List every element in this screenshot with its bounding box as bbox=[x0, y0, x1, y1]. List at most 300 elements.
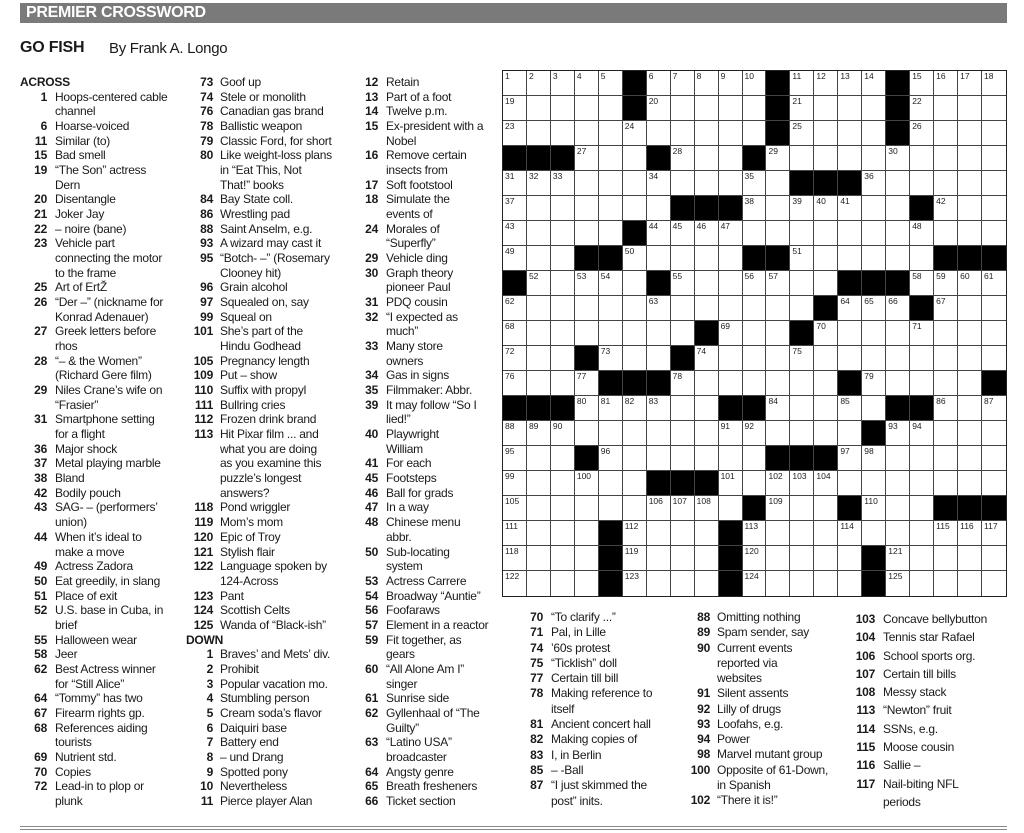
clue-number: 15 bbox=[365, 119, 378, 134]
grid-cell bbox=[575, 71, 599, 96]
grid-cell bbox=[623, 446, 647, 471]
clue-number: 71 bbox=[530, 625, 543, 640]
bottom-rule-2 bbox=[20, 829, 1007, 830]
grid-cell bbox=[910, 96, 934, 121]
clue-number: 23 bbox=[34, 236, 47, 251]
grid-cell bbox=[623, 246, 647, 271]
grid-cell bbox=[647, 496, 671, 521]
grid-cell bbox=[934, 146, 958, 171]
grid-cell bbox=[527, 446, 551, 471]
grid-cell bbox=[790, 146, 814, 171]
grid-cell bbox=[743, 371, 767, 396]
clue-number: 22 bbox=[34, 221, 47, 236]
grid-cell bbox=[982, 121, 1006, 146]
grid-cell bbox=[958, 71, 982, 96]
grid-cell bbox=[671, 221, 695, 246]
cell-number: 91 bbox=[720, 421, 731, 431]
clue-text: Many store owners bbox=[386, 339, 443, 368]
grid-cell bbox=[719, 421, 743, 446]
clue-text: Goof up bbox=[220, 75, 261, 89]
grid-cell bbox=[910, 271, 934, 296]
across-clue bbox=[18, 236, 193, 280]
clue-number: 56 bbox=[365, 603, 378, 618]
clue-number: 93 bbox=[697, 716, 710, 731]
grid-cell bbox=[623, 571, 647, 596]
clue-text: Pant bbox=[220, 588, 244, 603]
grid-cell bbox=[719, 146, 743, 171]
down-clue bbox=[360, 574, 500, 589]
cell-number: 69 bbox=[720, 321, 731, 331]
down-clue bbox=[850, 610, 1015, 628]
grid-cell bbox=[575, 221, 599, 246]
grid-cell bbox=[934, 521, 958, 546]
black-square bbox=[575, 346, 599, 371]
cell-number: 49 bbox=[505, 246, 515, 256]
clue-number: 61 bbox=[365, 691, 378, 706]
grid-cell bbox=[695, 396, 719, 421]
grid-cell bbox=[743, 421, 767, 446]
down-clue bbox=[688, 625, 848, 640]
clue-number: 47 bbox=[365, 500, 378, 515]
grid-cell bbox=[503, 371, 527, 396]
clue-text: – noire (bane) bbox=[55, 221, 127, 236]
clue-number: 15 bbox=[34, 148, 47, 163]
grid-cell bbox=[838, 146, 862, 171]
across-clue bbox=[192, 398, 362, 413]
puzzle-title: GO FISH bbox=[20, 39, 85, 56]
grid-cell bbox=[814, 71, 838, 96]
grid-cell bbox=[599, 71, 623, 96]
clue-number: 100 bbox=[690, 762, 710, 777]
cell-number: 119 bbox=[624, 546, 639, 556]
cell-number: 18 bbox=[984, 71, 994, 81]
grid-cell bbox=[910, 421, 934, 446]
clue-number: 50 bbox=[34, 573, 47, 588]
down-clue bbox=[360, 148, 500, 177]
grid-cell bbox=[623, 421, 647, 446]
cell-number: 121 bbox=[888, 546, 903, 556]
clue-text: Grain alcohol bbox=[220, 280, 288, 295]
grid-cell bbox=[766, 221, 790, 246]
clue-text: Art of ErtŽ bbox=[55, 280, 107, 295]
clue-number: 58 bbox=[34, 647, 47, 662]
black-square bbox=[862, 571, 886, 596]
grid-cell bbox=[671, 71, 695, 96]
black-square bbox=[766, 246, 790, 271]
grid-cell bbox=[527, 271, 551, 296]
grid-cell bbox=[886, 196, 910, 221]
clue-text: Canadian gas brand bbox=[220, 104, 324, 119]
grid-cell bbox=[982, 346, 1006, 371]
grid-cell bbox=[814, 96, 838, 121]
black-square bbox=[551, 146, 575, 171]
grid-cell bbox=[982, 296, 1006, 321]
grid-cell bbox=[671, 271, 695, 296]
clue-text: Ex-president with a Nobel bbox=[386, 119, 484, 148]
black-square bbox=[623, 371, 647, 396]
down-clue bbox=[525, 686, 685, 717]
down-clue bbox=[525, 732, 685, 747]
grid-cell bbox=[766, 396, 790, 421]
across-clue bbox=[192, 222, 362, 237]
grid-cell bbox=[551, 96, 575, 121]
across-clue bbox=[192, 295, 362, 310]
cell-number: 117 bbox=[984, 521, 998, 531]
clue-text: Tennis star Rafael bbox=[883, 630, 975, 645]
across-clue bbox=[192, 383, 362, 398]
grid-cell bbox=[647, 221, 671, 246]
grid-cell bbox=[599, 421, 623, 446]
clue-text: – und Drang bbox=[220, 749, 284, 764]
clue-text: Eat greedily, in slang bbox=[55, 573, 161, 588]
across-clue bbox=[18, 574, 193, 589]
grid-cell bbox=[862, 246, 886, 271]
down-clue bbox=[360, 310, 500, 339]
clue-text: Vehicle part connecting the motor to the frame bbox=[55, 236, 163, 280]
down-clue bbox=[525, 625, 685, 640]
clue-number: 52 bbox=[34, 603, 47, 618]
grid-cell bbox=[647, 446, 671, 471]
clue-text: Wrestling pad bbox=[220, 207, 290, 222]
clue-text: Nevertheless bbox=[220, 779, 288, 794]
clue-text: Breath fresheners bbox=[386, 779, 478, 794]
grid-cell bbox=[599, 296, 623, 321]
grid-cell bbox=[790, 396, 814, 421]
clue-number: 78 bbox=[530, 686, 543, 701]
black-square bbox=[910, 396, 934, 421]
grid-cell bbox=[814, 496, 838, 521]
grid-cell bbox=[503, 346, 527, 371]
clue-text: Marvel mutant group bbox=[717, 747, 823, 762]
clue-text: Element in a reactor bbox=[386, 617, 489, 632]
grid-cell bbox=[790, 421, 814, 446]
across-clue bbox=[18, 354, 193, 383]
clue-number: 24 bbox=[365, 221, 378, 236]
clue-number: 31 bbox=[34, 412, 47, 427]
cell-number: 66 bbox=[888, 296, 898, 306]
clue-text: “All Alone Am I” singer bbox=[386, 661, 465, 691]
black-square bbox=[623, 221, 647, 246]
black-square bbox=[575, 446, 599, 471]
clue-text: Braves’ and Mets’ div. bbox=[220, 647, 331, 662]
grid-cell bbox=[551, 546, 575, 571]
grid-cell bbox=[982, 96, 1006, 121]
clue-number: 39 bbox=[365, 397, 378, 412]
grid-cell bbox=[647, 321, 671, 346]
cell-number: 23 bbox=[505, 121, 515, 131]
grid-cell bbox=[886, 571, 910, 596]
grid-cell bbox=[647, 346, 671, 371]
grid-cell bbox=[575, 271, 599, 296]
clue-number: 97 bbox=[200, 295, 213, 310]
grid-cell bbox=[575, 196, 599, 221]
grid-cell bbox=[862, 146, 886, 171]
grid-cell bbox=[982, 71, 1006, 96]
grid-cell bbox=[575, 96, 599, 121]
clue-text: School sports org. bbox=[883, 648, 976, 663]
grid-cell bbox=[623, 346, 647, 371]
clue-text: Morales of “Superfly” bbox=[386, 221, 440, 251]
clue-text: Playwright William bbox=[386, 427, 439, 456]
across-clue bbox=[192, 412, 362, 427]
clue-text: Bay State coll. bbox=[220, 192, 293, 207]
grid-cell bbox=[695, 421, 719, 446]
down-clue bbox=[688, 717, 848, 732]
grid-cell bbox=[910, 346, 934, 371]
clue-text: Fit together, as gears bbox=[386, 632, 462, 662]
across-clue bbox=[18, 647, 193, 662]
cell-number: 72 bbox=[505, 346, 515, 356]
cell-number: 57 bbox=[768, 271, 778, 281]
black-square bbox=[671, 346, 695, 371]
clue-number: 13 bbox=[365, 89, 378, 104]
clue-number: 16 bbox=[365, 148, 378, 163]
black-square bbox=[886, 121, 910, 146]
grid-cell bbox=[695, 246, 719, 271]
grid-cell bbox=[910, 521, 934, 546]
across-clue bbox=[192, 90, 362, 105]
down-clue bbox=[192, 677, 362, 692]
down-clue bbox=[360, 75, 500, 90]
clue-text: Stele or monolith bbox=[220, 89, 306, 104]
grid-cell bbox=[743, 321, 767, 346]
cell-number: 19 bbox=[505, 96, 515, 106]
grid-cell bbox=[695, 71, 719, 96]
cell-number: 22 bbox=[912, 96, 922, 106]
across-clue bbox=[192, 251, 362, 280]
clue-text: SAG- – (performers’ union) bbox=[55, 500, 158, 530]
across-clue bbox=[18, 721, 193, 750]
grid-cell bbox=[551, 71, 575, 96]
grid-cell bbox=[838, 71, 862, 96]
down-clue bbox=[525, 763, 685, 778]
grid-cell bbox=[958, 346, 982, 371]
clue-text: Broadway “Auntie” bbox=[386, 588, 481, 603]
cell-number: 56 bbox=[744, 271, 754, 281]
black-square bbox=[790, 321, 814, 346]
grid-cell bbox=[503, 571, 527, 596]
grid-cell bbox=[719, 296, 743, 321]
grid-cell bbox=[623, 321, 647, 346]
cell-number: 123 bbox=[624, 571, 639, 581]
cell-number: 113 bbox=[744, 521, 759, 531]
grid-cell bbox=[647, 421, 671, 446]
cell-number: 41 bbox=[840, 196, 850, 206]
cell-number: 17 bbox=[960, 71, 970, 81]
clue-text: Foofaraws bbox=[386, 603, 440, 618]
clue-text: Making reference to itself bbox=[551, 686, 653, 716]
grid-cell bbox=[814, 146, 838, 171]
grid-cell bbox=[886, 246, 910, 271]
grid-cell bbox=[862, 321, 886, 346]
clue-text: Pierce player Alan bbox=[220, 793, 313, 808]
grid-cell bbox=[527, 521, 551, 546]
grid-cell bbox=[934, 546, 958, 571]
clue-text: Filmmaker: Abbr. bbox=[386, 383, 473, 398]
grid-cell bbox=[575, 296, 599, 321]
down-clue bbox=[525, 717, 685, 732]
grid-cell bbox=[790, 121, 814, 146]
grid-cell bbox=[790, 246, 814, 271]
grid-cell bbox=[503, 321, 527, 346]
grid-cell bbox=[886, 171, 910, 196]
cell-number: 109 bbox=[768, 496, 783, 506]
grid-cell bbox=[838, 396, 862, 421]
cell-number: 67 bbox=[936, 296, 946, 306]
clue-text: Messy stack bbox=[883, 685, 947, 700]
grid-cell bbox=[719, 71, 743, 96]
down-clue bbox=[688, 732, 848, 747]
clue-text: Hoops-centered cable channel bbox=[55, 89, 168, 119]
clue-number: 37 bbox=[34, 456, 47, 471]
grid-cell bbox=[551, 321, 575, 346]
clue-number: 30 bbox=[365, 265, 378, 280]
grid-cell bbox=[766, 171, 790, 196]
grid-cell bbox=[527, 571, 551, 596]
grid-cell bbox=[886, 546, 910, 571]
down-clue bbox=[360, 618, 500, 633]
clue-text: Sunrise side bbox=[386, 691, 450, 706]
cell-number: 43 bbox=[505, 221, 515, 231]
black-square bbox=[790, 446, 814, 471]
grid-cell bbox=[575, 171, 599, 196]
cell-number: 118 bbox=[505, 546, 519, 556]
grid-cell bbox=[695, 271, 719, 296]
clue-number: 124 bbox=[193, 603, 213, 618]
down-clue bbox=[192, 721, 362, 736]
grid-cell bbox=[958, 396, 982, 421]
grid-cell bbox=[503, 171, 527, 196]
clue-text: Saint Anselm, e.g. bbox=[220, 221, 313, 236]
cell-number: 53 bbox=[576, 271, 587, 281]
clue-number: 67 bbox=[34, 705, 47, 720]
grid-cell bbox=[575, 471, 599, 496]
clue-number: 73 bbox=[200, 75, 213, 89]
black-square bbox=[982, 371, 1006, 396]
clue-text: Language spoken by 124-Across bbox=[220, 559, 327, 588]
across-clue bbox=[192, 618, 362, 633]
grid-cell bbox=[958, 271, 982, 296]
clue-number: 62 bbox=[365, 705, 378, 720]
clue-text: Spam sender, say bbox=[717, 625, 810, 640]
grid-cell bbox=[623, 146, 647, 171]
grid-cell bbox=[934, 421, 958, 446]
grid-cell bbox=[862, 96, 886, 121]
down-clue bbox=[360, 471, 500, 486]
clue-number: 55 bbox=[34, 632, 47, 647]
across-clue bbox=[192, 134, 362, 149]
down-clue bbox=[360, 456, 500, 471]
clue-number: 48 bbox=[365, 515, 378, 530]
grid-cell bbox=[647, 396, 671, 421]
clue-column-5 bbox=[688, 610, 848, 808]
grid-cell bbox=[671, 146, 695, 171]
grid-cell bbox=[814, 546, 838, 571]
black-square bbox=[838, 271, 862, 296]
clue-text: Ticket section bbox=[386, 793, 456, 808]
cell-number: 85 bbox=[840, 396, 850, 406]
grid-cell bbox=[862, 346, 886, 371]
clue-number: 104 bbox=[855, 630, 875, 645]
cell-number: 107 bbox=[672, 496, 687, 506]
down-clue bbox=[360, 735, 500, 764]
cell-number: 38 bbox=[744, 196, 754, 206]
clue-text: Prohibit bbox=[220, 661, 259, 676]
clue-text: ’60s protest bbox=[551, 640, 611, 655]
clue-text: Metal playing marble bbox=[55, 456, 161, 471]
cell-number: 79 bbox=[864, 371, 874, 381]
grid-cell bbox=[743, 296, 767, 321]
grid-cell bbox=[695, 121, 719, 146]
down-clue bbox=[360, 706, 500, 735]
cell-number: 70 bbox=[816, 321, 826, 331]
cell-number: 98 bbox=[864, 446, 874, 456]
grid-cell bbox=[838, 121, 862, 146]
clue-number: 106 bbox=[855, 648, 875, 663]
grid-cell bbox=[527, 546, 551, 571]
grid-cell bbox=[647, 71, 671, 96]
grid-cell bbox=[503, 296, 527, 321]
clue-number: 117 bbox=[856, 776, 875, 791]
grid-cell bbox=[599, 321, 623, 346]
clue-text: Sallie – bbox=[883, 758, 921, 773]
across-clue bbox=[18, 589, 193, 604]
clue-text: Making copies of bbox=[551, 732, 638, 747]
black-square bbox=[719, 546, 743, 571]
grid-cell bbox=[551, 171, 575, 196]
grid-cell bbox=[814, 371, 838, 396]
down-clue bbox=[360, 545, 500, 574]
cell-number: 101 bbox=[720, 471, 735, 481]
across-clue bbox=[192, 354, 362, 369]
clue-text: Current events reported via websites bbox=[717, 640, 793, 685]
clue-text: Ballistic weapon bbox=[220, 119, 303, 134]
cell-number: 46 bbox=[696, 221, 707, 231]
grid-cell bbox=[982, 521, 1006, 546]
clue-text: Stylish flair bbox=[220, 544, 275, 559]
clue-text: Pregnancy length bbox=[220, 353, 310, 368]
across-clue bbox=[18, 148, 193, 163]
clue-text: Nutrient std. bbox=[55, 749, 117, 764]
grid-cell bbox=[982, 571, 1006, 596]
grid-cell bbox=[599, 496, 623, 521]
across-clue bbox=[192, 603, 362, 618]
across-clue bbox=[18, 633, 193, 648]
down-clue bbox=[850, 701, 1015, 719]
clue-text: A wizard may cast it bbox=[220, 236, 322, 251]
across-clue bbox=[192, 545, 362, 560]
cell-number: 102 bbox=[768, 471, 783, 481]
clue-text: Cream soda’s flavor bbox=[220, 705, 322, 720]
cell-number: 5 bbox=[600, 71, 606, 81]
grid-cell bbox=[982, 271, 1006, 296]
grid-cell bbox=[551, 221, 575, 246]
grid-cell bbox=[934, 171, 958, 196]
grid-cell bbox=[647, 246, 671, 271]
cell-number: 105 bbox=[505, 496, 520, 506]
clue-number: 12 bbox=[365, 75, 378, 89]
grid-cell bbox=[838, 521, 862, 546]
grid-cell bbox=[814, 271, 838, 296]
grid-cell bbox=[695, 546, 719, 571]
across-clue bbox=[192, 192, 362, 207]
clue-text: Certain till bill bbox=[551, 671, 619, 686]
grid-cell bbox=[982, 546, 1006, 571]
clue-number: 11 bbox=[200, 793, 213, 808]
down-clue bbox=[360, 398, 500, 427]
cell-number: 29 bbox=[768, 146, 778, 156]
down-clue bbox=[525, 610, 685, 625]
